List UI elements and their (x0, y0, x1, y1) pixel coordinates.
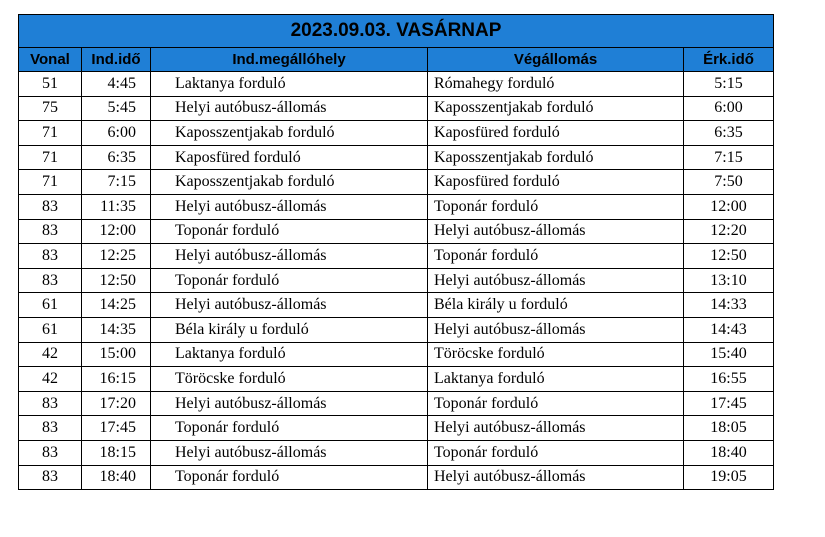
table-row (19, 219, 774, 244)
timetable (18, 14, 774, 490)
cell-arrival-time: 16:55 (684, 367, 774, 392)
cell-terminus: Toponár forduló (428, 194, 684, 219)
cell-terminus: Rómahegy forduló (428, 72, 684, 97)
cell-line: 42 (19, 367, 82, 392)
cell-departure-stop: Laktanya forduló (151, 72, 428, 97)
table-row (19, 342, 774, 367)
cell-departure-time: 6:35 (82, 145, 151, 170)
cell-departure-time: 17:20 (82, 391, 151, 416)
cell-terminus: Helyi autóbusz-állomás (428, 317, 684, 342)
table-row (19, 416, 774, 441)
table-row (19, 121, 774, 146)
table-row (19, 440, 774, 465)
cell-arrival-time: 19:05 (684, 465, 774, 490)
cell-line: 51 (19, 72, 82, 97)
cell-departure-stop: Toponár forduló (151, 219, 428, 244)
header-row (19, 48, 774, 72)
cell-line: 61 (19, 293, 82, 318)
cell-departure-time: 14:35 (82, 317, 151, 342)
cell-terminus: Toponár forduló (428, 244, 684, 269)
cell-line: 83 (19, 391, 82, 416)
cell-arrival-time: 12:00 (684, 194, 774, 219)
cell-departure-stop: Helyi autóbusz-állomás (151, 96, 428, 121)
cell-line: 83 (19, 440, 82, 465)
timetable-title: 2023.09.03. VASÁRNAP (19, 15, 774, 48)
cell-departure-stop: Toponár forduló (151, 416, 428, 441)
cell-arrival-time: 14:43 (684, 317, 774, 342)
cell-terminus: Kaposszentjakab forduló (428, 145, 684, 170)
cell-terminus: Helyi autóbusz-állomás (428, 465, 684, 490)
cell-arrival-time: 18:40 (684, 440, 774, 465)
cell-arrival-time: 7:15 (684, 145, 774, 170)
cell-arrival-time: 6:00 (684, 96, 774, 121)
table-row (19, 170, 774, 195)
cell-arrival-time: 15:40 (684, 342, 774, 367)
cell-terminus: Töröcske forduló (428, 342, 684, 367)
table-row (19, 72, 774, 97)
cell-departure-time: 12:25 (82, 244, 151, 269)
cell-departure-time: 14:25 (82, 293, 151, 318)
cell-departure-time: 6:00 (82, 121, 151, 146)
column-header-line: Vonal (19, 48, 82, 72)
cell-line: 61 (19, 317, 82, 342)
cell-terminus: Helyi autóbusz-állomás (428, 219, 684, 244)
cell-terminus: Laktanya forduló (428, 367, 684, 392)
cell-departure-stop: Béla király u forduló (151, 317, 428, 342)
cell-departure-stop: Helyi autóbusz-állomás (151, 244, 428, 269)
cell-arrival-time: 14:33 (684, 293, 774, 318)
table-row (19, 145, 774, 170)
cell-terminus: Toponár forduló (428, 391, 684, 416)
cell-arrival-time: 6:35 (684, 121, 774, 146)
cell-arrival-time: 17:45 (684, 391, 774, 416)
cell-arrival-time: 5:15 (684, 72, 774, 97)
cell-departure-time: 11:35 (82, 194, 151, 219)
table-row (19, 317, 774, 342)
timetable-sheet (18, 14, 773, 490)
cell-line: 83 (19, 219, 82, 244)
cell-line: 42 (19, 342, 82, 367)
table-row (19, 194, 774, 219)
cell-departure-time: 12:50 (82, 268, 151, 293)
table-row (19, 244, 774, 269)
table-row (19, 268, 774, 293)
cell-arrival-time: 13:10 (684, 268, 774, 293)
cell-departure-stop: Toponár forduló (151, 465, 428, 490)
cell-terminus: Helyi autóbusz-állomás (428, 416, 684, 441)
table-row (19, 465, 774, 490)
cell-departure-time: 12:00 (82, 219, 151, 244)
cell-arrival-time: 12:20 (684, 219, 774, 244)
cell-arrival-time: 18:05 (684, 416, 774, 441)
cell-terminus: Helyi autóbusz-állomás (428, 268, 684, 293)
timetable-body (19, 72, 774, 490)
table-row (19, 96, 774, 121)
cell-departure-time: 15:00 (82, 342, 151, 367)
cell-departure-time: 4:45 (82, 72, 151, 97)
cell-departure-stop: Toponár forduló (151, 268, 428, 293)
table-row (19, 391, 774, 416)
cell-line: 75 (19, 96, 82, 121)
column-header-terminus: Végállomás (428, 48, 684, 72)
cell-terminus: Kaposfüred forduló (428, 170, 684, 195)
table-row (19, 367, 774, 392)
column-header-departure: Ind.idő (82, 48, 151, 72)
column-header-departure-stop: Ind.megállóhely (151, 48, 428, 72)
column-header-arrival: Érk.idő (684, 48, 774, 72)
cell-departure-time: 5:45 (82, 96, 151, 121)
cell-departure-stop: Kaposszentjakab forduló (151, 121, 428, 146)
cell-departure-time: 16:15 (82, 367, 151, 392)
cell-departure-stop: Töröcske forduló (151, 367, 428, 392)
cell-departure-stop: Kaposfüred forduló (151, 145, 428, 170)
cell-departure-time: 18:40 (82, 465, 151, 490)
cell-departure-stop: Helyi autóbusz-állomás (151, 440, 428, 465)
cell-departure-time: 7:15 (82, 170, 151, 195)
cell-departure-stop: Helyi autóbusz-állomás (151, 194, 428, 219)
cell-arrival-time: 7:50 (684, 170, 774, 195)
cell-departure-time: 17:45 (82, 416, 151, 441)
cell-departure-stop: Helyi autóbusz-állomás (151, 293, 428, 318)
title-row (19, 15, 774, 48)
cell-departure-time: 18:15 (82, 440, 151, 465)
cell-departure-stop: Helyi autóbusz-állomás (151, 391, 428, 416)
table-row (19, 293, 774, 318)
cell-line: 83 (19, 268, 82, 293)
cell-terminus: Béla király u forduló (428, 293, 684, 318)
cell-line: 83 (19, 194, 82, 219)
cell-terminus: Toponár forduló (428, 440, 684, 465)
cell-line: 71 (19, 121, 82, 146)
cell-terminus: Kaposfüred forduló (428, 121, 684, 146)
cell-line: 83 (19, 244, 82, 269)
cell-departure-stop: Kaposszentjakab forduló (151, 170, 428, 195)
cell-line: 71 (19, 170, 82, 195)
cell-line: 83 (19, 416, 82, 441)
cell-terminus: Kaposszentjakab forduló (428, 96, 684, 121)
cell-arrival-time: 12:50 (684, 244, 774, 269)
cell-line: 71 (19, 145, 82, 170)
cell-line: 83 (19, 465, 82, 490)
cell-departure-stop: Laktanya forduló (151, 342, 428, 367)
